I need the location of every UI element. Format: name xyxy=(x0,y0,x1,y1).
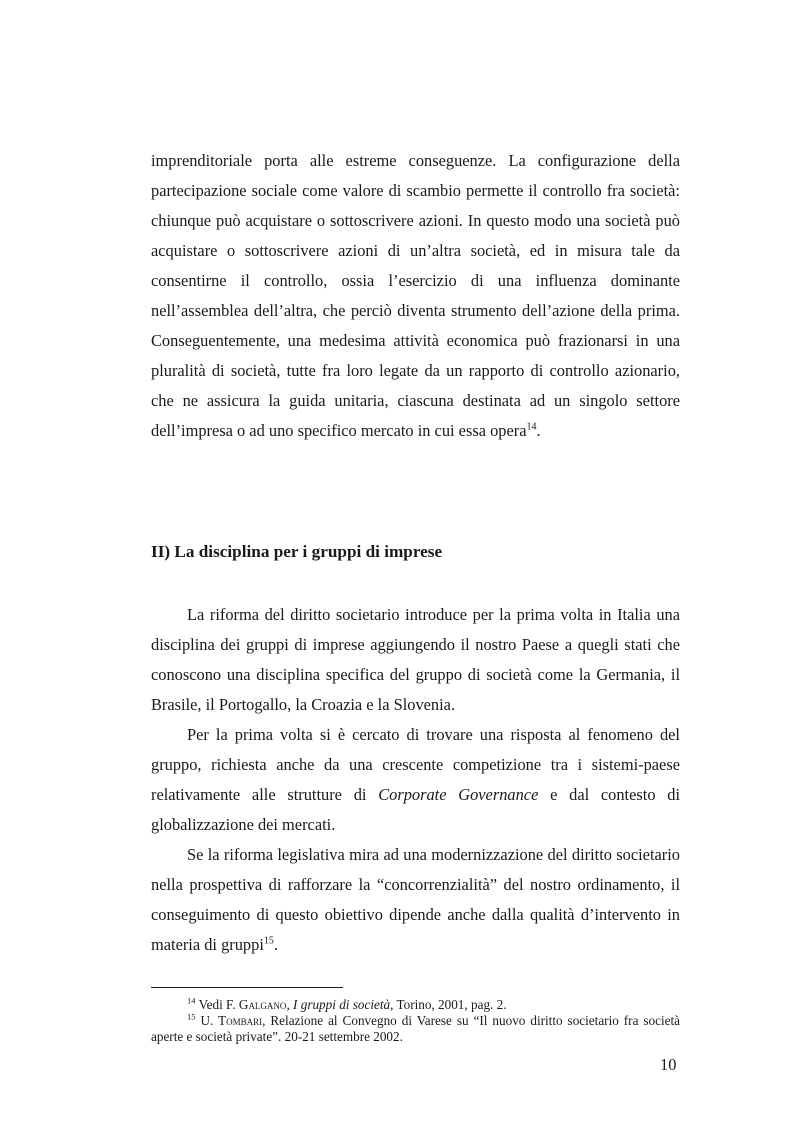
footnote-reference: 14 xyxy=(526,421,537,433)
footnote: $^{14}$ Vedi F. Galgano, I gruppi di società, Torino, 2001, pag. 2. xyxy=(187,995,507,1012)
section-heading: II) La disciplina per i gruppi di imprese xyxy=(151,542,443,561)
footnote-divider xyxy=(151,987,343,988)
footnote-number: 15 xyxy=(187,1011,196,1022)
footnote: $^{15}$ U. Tombari, Relazione al Convegno di Varese su “Il nuovo diritto societario fra società aperte e società private”. 20-21 settembre 2002. xyxy=(151,1011,681,1044)
body-paragraph: Se la riforma legislativa mira ad una modernizzazione del diritto societario nella prospettiva di rafforzare la “concorrenzialità” del nostro ordinamento, il conseguimento di questo obiettivo dipende anche dalla qualità d’intervento in materia di gruppi$^{15}$. xyxy=(151,845,680,954)
body-paragraph: Per la prima volta si è cercato di trovare una risposta al fenomeno del gruppo, richiesta anche da una crescente competizione tra i sistemi-paese relativamente alle strutture di Corporate Governance e dal contesto di globalizzazione dei mercati. xyxy=(151,725,681,834)
body-paragraph: imprenditoriale porta alle estreme conseguenze. La configurazione della partecipazione sociale come valore di scambio permette il controllo fra società: chiunque può acquistare o sottoscrivere azioni. In questo modo una società può acquistare o sottoscrivere azioni di un’altra società, ed in misura tale da consentirne il controllo, ossia l’esercizio di una influenza dominante nell’assemblea dell’altra, che perciò diventa strumento dell’azione della prima. Conseguentemente, una medesima attività economica può frazionarsi in una pluralità di società, tutte fra loro legate da un rapporto di controllo azionario, che ne assicura la guida unitaria, ciascuna destinata ad un singolo settore dell’impresa o ad uno specifico mercato in cui essa opera$^{14}$. xyxy=(151,151,680,440)
page-number: 10 xyxy=(660,1055,677,1074)
italic-term: Corporate Governance xyxy=(378,785,539,804)
paragraph-text: imprenditoriale porta alle estreme conseguenze. La configurazione della partecipazione sociale come valore di scambio permette il controllo fra società: chiunque può acquistare o sottoscrivere azioni. In questo modo una società può acquistare o sottoscrivere azioni di un’altra società, ed in misura tale da consentirne il controllo, ossia l’esercizio di una influenza dominante nell’assemblea dell’altra, che perciò diventa strumento dell’azione della prima. Conseguentemente, una medesima attività economica può frazionarsi in una pluralità di società, tutte fra loro legate da un rapporto di controllo azionario, che ne assicura la guida unitaria, ciascuna destinata ad un singolo settore dell’impresa o ad uno specifico mercato in cui essa opera xyxy=(151,151,680,440)
footnote-reference: 15 xyxy=(263,935,274,947)
footnote-number: 14 xyxy=(187,995,196,1006)
body-paragraph: La riforma del diritto societario introduce per la prima volta in Italia una disciplina dei gruppi di imprese aggiungendo il nostro Paese a quegli stati che conoscono una disciplina specifica del gruppo di società come la Germania, il Brasile, il Portogallo, la Croazia e la Slovenia. xyxy=(151,605,680,714)
